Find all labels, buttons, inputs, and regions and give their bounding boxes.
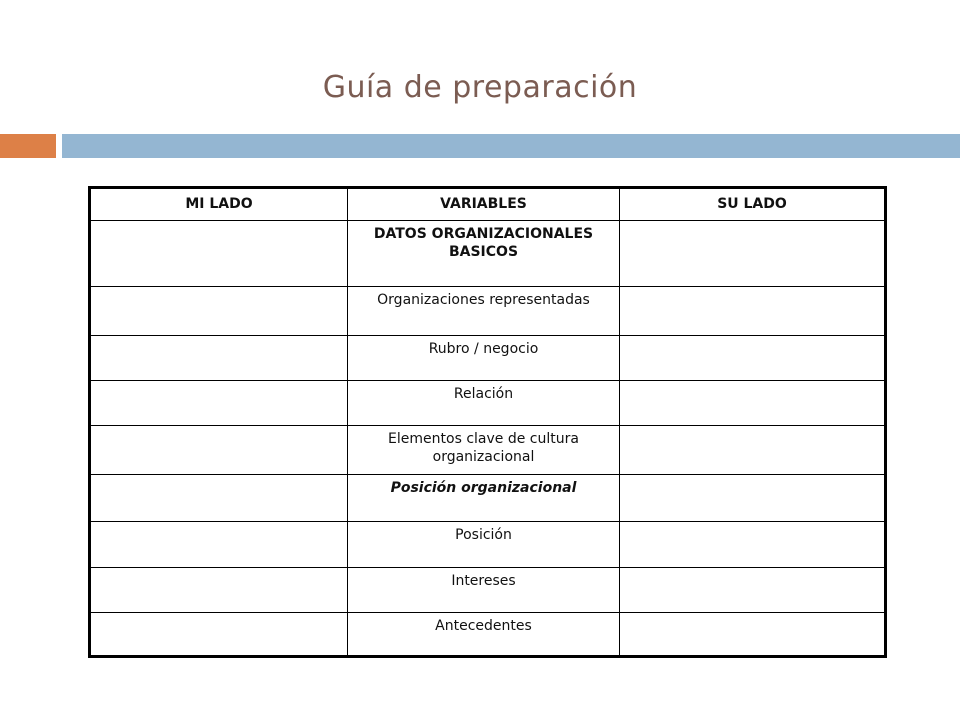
header-variables: VARIABLES bbox=[348, 188, 620, 221]
table-row bbox=[90, 426, 886, 475]
variable-label: Elementos clave de cultura organizacional bbox=[348, 426, 620, 475]
table-row bbox=[90, 381, 886, 426]
cell-theirs[interactable] bbox=[620, 221, 886, 287]
cell-mine[interactable] bbox=[90, 475, 348, 522]
cell-theirs[interactable] bbox=[620, 568, 886, 613]
cell-mine[interactable] bbox=[90, 336, 348, 381]
cell-theirs[interactable] bbox=[620, 522, 886, 568]
cell-mine[interactable] bbox=[90, 426, 348, 475]
cell-mine[interactable] bbox=[90, 568, 348, 613]
table-header-row bbox=[90, 188, 886, 221]
cell-mine[interactable] bbox=[90, 287, 348, 336]
variable-label: Intereses bbox=[348, 568, 620, 613]
table-row bbox=[90, 336, 886, 381]
table-row bbox=[90, 522, 886, 568]
header-su-lado: SU LADO bbox=[620, 188, 886, 221]
variable-label: DATOS ORGANIZACIONALES BASICOS bbox=[348, 221, 620, 287]
accent-bar-orange bbox=[0, 134, 56, 158]
cell-mine[interactable] bbox=[90, 221, 348, 287]
variable-label: Posición organizacional bbox=[348, 475, 620, 522]
cell-mine[interactable] bbox=[90, 522, 348, 568]
variable-label: Rubro / negocio bbox=[348, 336, 620, 381]
variable-label: Organizaciones representadas bbox=[348, 287, 620, 336]
variable-label: Relación bbox=[348, 381, 620, 426]
variable-label: Posición bbox=[348, 522, 620, 568]
table-row bbox=[90, 613, 886, 657]
cell-theirs[interactable] bbox=[620, 613, 886, 657]
accent-bar-blue bbox=[62, 134, 960, 158]
variable-label: Antecedentes bbox=[348, 613, 620, 657]
cell-theirs[interactable] bbox=[620, 336, 886, 381]
table-row bbox=[90, 221, 886, 287]
cell-theirs[interactable] bbox=[620, 475, 886, 522]
table-row bbox=[90, 568, 886, 613]
cell-mine[interactable] bbox=[90, 613, 348, 657]
cell-theirs[interactable] bbox=[620, 426, 886, 475]
cell-theirs[interactable] bbox=[620, 381, 886, 426]
table-row bbox=[90, 287, 886, 336]
cell-mine[interactable] bbox=[90, 381, 348, 426]
slide-title: Guía de preparación bbox=[322, 70, 638, 105]
preparation-table bbox=[88, 186, 887, 658]
header-mi-lado: MI LADO bbox=[90, 188, 348, 221]
cell-theirs[interactable] bbox=[620, 287, 886, 336]
table-row bbox=[90, 475, 886, 522]
